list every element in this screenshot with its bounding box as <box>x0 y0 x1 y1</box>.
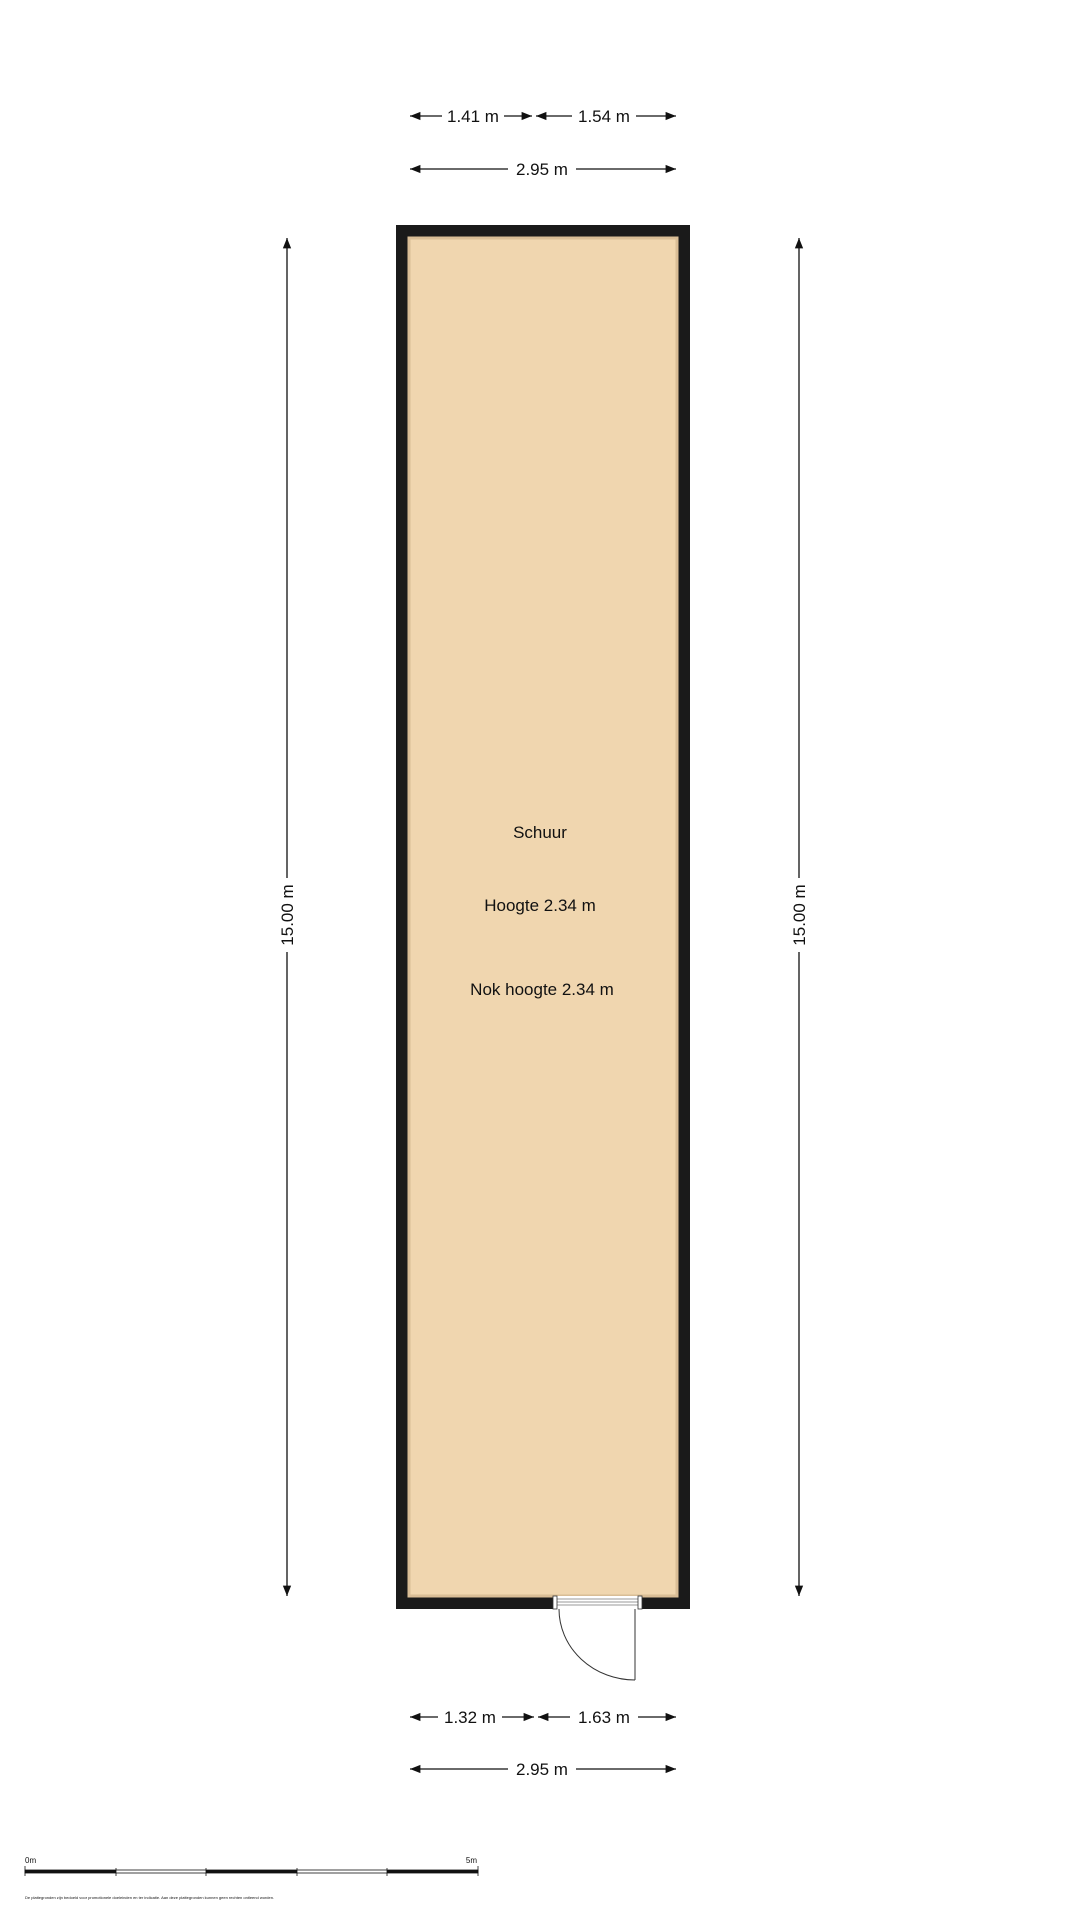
room-height: Hoogte 2.34 m <box>484 896 596 915</box>
bottom-dimensions <box>410 1708 676 1779</box>
left-height-dimension: 15.00 m <box>278 884 297 946</box>
scale-bar <box>25 1856 478 1876</box>
bottom-left-dimension: 1.32 m <box>444 1708 496 1727</box>
top-dimensions <box>410 107 676 179</box>
disclaimer: De plattegronden zijn bedoeld voor promotionele doeleinden en ter indicatie. Aan deze plattegronden kunnen geen rechten ontleend worden. <box>25 1895 275 1900</box>
right-height-dimension: 15.00 m <box>790 884 809 946</box>
room-floor <box>409 238 677 1596</box>
door <box>553 1596 642 1680</box>
bottom-total-dimension: 2.95 m <box>516 1760 568 1779</box>
top-left-dimension: 1.41 m <box>447 107 499 126</box>
room-ridge-height: Nok hoogte 2.34 m <box>470 980 614 999</box>
top-right-dimension: 1.54 m <box>578 107 630 126</box>
top-total-dimension: 2.95 m <box>516 160 568 179</box>
right-dimension-line <box>790 238 809 1596</box>
room-name: Schuur <box>513 823 567 842</box>
left-dimension-line <box>278 238 297 1596</box>
scale-end-label: 5m <box>465 1856 477 1865</box>
door-swing-arc <box>559 1609 635 1680</box>
scale-start-label: 0m <box>25 1856 37 1865</box>
bottom-right-dimension: 1.63 m <box>578 1708 630 1727</box>
room-schuur <box>396 225 690 1609</box>
